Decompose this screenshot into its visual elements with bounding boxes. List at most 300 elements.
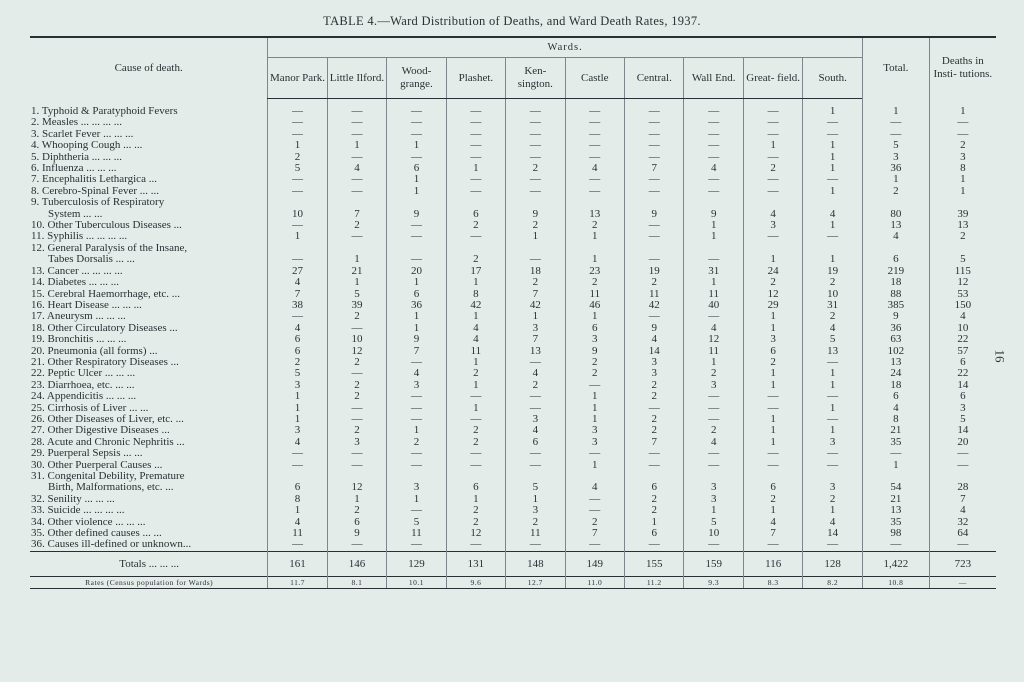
table-row — [30, 277, 996, 288]
value-cell: 1 — [387, 174, 446, 185]
cause-cell: 30. Other Puerperal Causes ... — [31, 459, 163, 471]
table-row — [30, 117, 996, 128]
value-cell: 9 — [625, 323, 684, 334]
value-cell: 2 — [625, 277, 684, 288]
value-cell: 4 — [803, 517, 863, 528]
value-cell: — — [862, 448, 929, 459]
value-cell: — — [803, 448, 863, 459]
cause-cell: 11. Syphilis ... ... ... ... — [31, 231, 128, 243]
value-cell: — — [506, 117, 565, 128]
table-row — [30, 254, 996, 265]
value-cell: — — [625, 254, 684, 265]
value-cell: 11 — [625, 289, 684, 300]
value-cell: 5 — [327, 289, 386, 300]
value-cell: 1 — [327, 494, 386, 505]
value-cell: — — [387, 403, 446, 414]
cause-cell: 36. Causes ill-defined or unknown... — [31, 539, 192, 551]
value-cell: — — [506, 254, 565, 265]
value-cell: 7 — [743, 528, 802, 539]
value-cell — [929, 197, 996, 208]
value-cell: 219 — [862, 266, 929, 277]
value-cell: 14 — [803, 528, 863, 539]
value-cell: — — [625, 174, 684, 185]
value-cell: 2 — [327, 425, 386, 436]
value-cell: 2 — [327, 380, 386, 391]
value-cell: 1 — [803, 140, 863, 151]
ward-header: Castle — [565, 58, 624, 99]
totals-cell: 723 — [929, 551, 996, 576]
value-cell: 9 — [565, 346, 624, 357]
value-cell: 1 — [268, 414, 327, 425]
rate-cell: 11.0 — [565, 576, 624, 588]
value-cell: 2 — [506, 380, 565, 391]
value-cell: 98 — [862, 528, 929, 539]
value-cell: — — [929, 129, 996, 140]
value-cell: — — [625, 140, 684, 151]
value-cell: 1 — [743, 505, 802, 516]
value-cell: 1 — [446, 403, 505, 414]
cause-cell: 10. Other Tuberculous Diseases ... — [31, 220, 182, 232]
value-cell: — — [268, 186, 327, 197]
value-cell: — — [803, 391, 863, 402]
rate-cell: — — [929, 576, 996, 588]
total-header: Total. — [862, 37, 929, 99]
value-cell: 12 — [446, 528, 505, 539]
value-cell: 1 — [268, 140, 327, 151]
value-cell: 1 — [684, 220, 743, 231]
value-cell: 1 — [803, 368, 863, 379]
value-cell: 1 — [387, 425, 446, 436]
value-cell: 2 — [803, 311, 863, 322]
value-cell — [684, 197, 743, 208]
value-cell — [446, 197, 505, 208]
value-cell — [803, 197, 863, 208]
value-cell: 2 — [625, 380, 684, 391]
value-cell: 7 — [625, 437, 684, 448]
value-cell: — — [684, 186, 743, 197]
ward-header: Great- field. — [743, 58, 802, 99]
value-cell: 2 — [625, 505, 684, 516]
value-cell: 4 — [506, 425, 565, 436]
table-row — [30, 471, 996, 482]
value-cell: — — [446, 231, 505, 242]
value-cell: 1 — [803, 403, 863, 414]
value-cell: 6 — [743, 482, 802, 493]
value-cell: 31 — [684, 266, 743, 277]
value-cell: 2 — [387, 437, 446, 448]
value-cell: 46 — [565, 300, 624, 311]
value-cell: — — [387, 539, 446, 551]
value-cell: 64 — [929, 528, 996, 539]
cause-cell: 15. Cerebral Haemorrhage, etc. ... — [31, 288, 181, 300]
value-cell: 21 — [862, 494, 929, 505]
value-cell: 1 — [446, 357, 505, 368]
ward-header: Wall End. — [684, 58, 743, 99]
value-cell: 2 — [625, 494, 684, 505]
value-cell: — — [268, 99, 327, 118]
value-cell: — — [625, 403, 684, 414]
value-cell: — — [684, 539, 743, 551]
value-cell: 2 — [565, 220, 624, 231]
value-cell: — — [565, 129, 624, 140]
value-cell: 13 — [929, 220, 996, 231]
value-cell: 63 — [862, 334, 929, 345]
value-cell: — — [446, 129, 505, 140]
value-cell: 3 — [684, 494, 743, 505]
value-cell: — — [565, 117, 624, 128]
value-cell: — — [625, 129, 684, 140]
value-cell: 4 — [268, 323, 327, 334]
cause-cell: 21. Other Respiratory Diseases ... — [31, 356, 179, 368]
value-cell: 2 — [446, 425, 505, 436]
value-cell: 10 — [929, 323, 996, 334]
value-cell: 2 — [506, 517, 565, 528]
table-row — [30, 414, 996, 425]
value-cell: — — [506, 448, 565, 459]
totals-cell: 131 — [446, 551, 505, 576]
value-cell: 1 — [565, 311, 624, 322]
value-cell — [862, 197, 929, 208]
value-cell: 1 — [743, 437, 802, 448]
value-cell: 1 — [268, 231, 327, 242]
value-cell: 1 — [743, 254, 802, 265]
value-cell: 1 — [387, 323, 446, 334]
cause-cell: 27. Other Digestive Diseases ... — [31, 425, 170, 437]
value-cell — [387, 197, 446, 208]
value-cell: 3 — [506, 505, 565, 516]
value-cell: 2 — [565, 277, 624, 288]
value-cell: — — [625, 311, 684, 322]
value-cell: 18 — [862, 277, 929, 288]
value-cell: — — [929, 460, 996, 471]
rates-row — [30, 576, 996, 588]
value-cell: — — [565, 152, 624, 163]
value-cell: 1 — [387, 186, 446, 197]
value-cell: — — [565, 99, 624, 118]
value-cell: 9 — [506, 209, 565, 220]
value-cell: 4 — [803, 323, 863, 334]
value-cell: — — [387, 117, 446, 128]
value-cell: — — [387, 505, 446, 516]
table-title: TABLE 4.—Ward Distribution of Deaths, and Ward Death Rates, 1937. — [323, 14, 701, 28]
value-cell: 20 — [929, 437, 996, 448]
value-cell: — — [743, 152, 802, 163]
value-cell: 12 — [684, 334, 743, 345]
value-cell: — — [743, 539, 802, 551]
value-cell: 3 — [506, 323, 565, 334]
cause-cell: 6. Influenza ... ... ... — [31, 163, 117, 175]
value-cell: 1 — [684, 277, 743, 288]
value-cell: 1 — [743, 380, 802, 391]
value-cell: — — [327, 117, 386, 128]
value-cell: 1 — [565, 403, 624, 414]
cause-cell: 2. Measles ... ... ... ... — [31, 117, 123, 129]
value-cell: 4 — [929, 311, 996, 322]
value-cell: — — [929, 117, 996, 128]
value-cell: — — [565, 494, 624, 505]
table-row — [30, 437, 996, 448]
value-cell: — — [387, 129, 446, 140]
value-cell: 4 — [743, 209, 802, 220]
value-cell: 4 — [625, 334, 684, 345]
table-row — [30, 174, 996, 185]
value-cell: 1 — [446, 380, 505, 391]
value-cell: — — [625, 99, 684, 118]
cause-cell: Tabes Dorsalis ... ... — [48, 254, 135, 266]
value-cell: 1 — [446, 494, 505, 505]
value-cell: 2 — [929, 140, 996, 151]
value-cell: 2 — [446, 505, 505, 516]
value-cell: — — [803, 117, 863, 128]
value-cell: 6 — [506, 437, 565, 448]
value-cell: 4 — [803, 209, 863, 220]
value-cell: — — [327, 231, 386, 242]
table-row — [30, 186, 996, 197]
table-row — [30, 482, 996, 493]
value-cell: 24 — [743, 266, 802, 277]
value-cell: — — [684, 117, 743, 128]
value-cell: 4 — [684, 437, 743, 448]
value-cell: 1 — [684, 505, 743, 516]
table-row — [30, 243, 996, 254]
value-cell: — — [684, 152, 743, 163]
value-cell: 1 — [929, 186, 996, 197]
value-cell: 4 — [862, 231, 929, 242]
value-cell: 31 — [803, 300, 863, 311]
value-cell: 4 — [565, 163, 624, 174]
value-cell: 6 — [446, 482, 505, 493]
value-cell: — — [684, 129, 743, 140]
value-cell: — — [327, 129, 386, 140]
value-cell: 4 — [684, 163, 743, 174]
value-cell: — — [625, 220, 684, 231]
table-row — [30, 334, 996, 345]
rate-cell: 11.7 — [268, 576, 327, 588]
value-cell: — — [803, 174, 863, 185]
value-cell: 1 — [803, 425, 863, 436]
value-cell: 24 — [862, 368, 929, 379]
value-cell: 12 — [327, 346, 386, 357]
value-cell: 1 — [803, 99, 863, 118]
cause-cell: 14. Diabetes ... ... ... — [31, 277, 119, 289]
value-cell: 1 — [862, 99, 929, 118]
value-cell: 1 — [268, 403, 327, 414]
value-cell — [268, 197, 327, 208]
value-cell: 8 — [268, 494, 327, 505]
value-cell: 11 — [446, 346, 505, 357]
value-cell: 3 — [268, 425, 327, 436]
value-cell: — — [506, 129, 565, 140]
value-cell: — — [565, 186, 624, 197]
table-row — [30, 129, 996, 140]
value-cell: 1 — [506, 311, 565, 322]
value-cell: 32 — [929, 517, 996, 528]
value-cell: 2 — [446, 254, 505, 265]
value-cell: 4 — [268, 277, 327, 288]
value-cell: — — [387, 414, 446, 425]
wards-header: Wards. — [268, 37, 863, 58]
value-cell: 12 — [929, 277, 996, 288]
totals-cell: 116 — [743, 551, 802, 576]
value-cell: 6 — [862, 254, 929, 265]
value-cell: — — [743, 99, 802, 118]
value-cell: 1 — [803, 220, 863, 231]
value-cell: 1 — [803, 505, 863, 516]
table-row — [30, 300, 996, 311]
value-cell: 115 — [929, 266, 996, 277]
value-cell: 36 — [387, 300, 446, 311]
value-cell: 1 — [506, 231, 565, 242]
value-cell: 3 — [565, 437, 624, 448]
value-cell: — — [268, 174, 327, 185]
value-cell: 2 — [684, 368, 743, 379]
value-cell: 12 — [743, 289, 802, 300]
value-cell: — — [387, 391, 446, 402]
table-row — [30, 391, 996, 402]
value-cell: 1 — [803, 163, 863, 174]
totals-cell: 146 — [327, 551, 386, 576]
table-row — [30, 368, 996, 379]
value-cell: 1 — [327, 254, 386, 265]
value-cell: — — [268, 539, 327, 551]
value-cell: 2 — [446, 220, 505, 231]
table-row — [30, 448, 996, 459]
value-cell: 1 — [387, 311, 446, 322]
rate-cell: 11.2 — [625, 576, 684, 588]
value-cell: — — [743, 186, 802, 197]
value-cell: 18 — [506, 266, 565, 277]
value-cell: 1 — [446, 163, 505, 174]
rate-cell: 9.6 — [446, 576, 505, 588]
cause-cell: 3. Scarlet Fever ... ... ... — [31, 128, 134, 140]
value-cell: 8 — [929, 163, 996, 174]
value-cell: — — [327, 539, 386, 551]
value-cell: — — [684, 140, 743, 151]
cause-cell: 20. Pneumonia (all forms) ... — [31, 345, 158, 357]
table-row — [30, 539, 996, 551]
value-cell: 38 — [268, 300, 327, 311]
value-cell: 1 — [743, 311, 802, 322]
value-cell: 6 — [862, 391, 929, 402]
page-number: 16 — [992, 349, 1008, 363]
value-cell: — — [929, 448, 996, 459]
value-cell: 9 — [387, 334, 446, 345]
value-cell: 11 — [387, 528, 446, 539]
value-cell: — — [327, 152, 386, 163]
value-cell: 88 — [862, 289, 929, 300]
value-cell: 3 — [929, 403, 996, 414]
value-cell: 6 — [387, 289, 446, 300]
value-cell: — — [327, 323, 386, 334]
value-cell: 13 — [862, 357, 929, 368]
totals-cell: 149 — [565, 551, 624, 576]
value-cell: — — [803, 460, 863, 471]
value-cell: 5 — [387, 517, 446, 528]
value-cell: 1 — [565, 414, 624, 425]
value-cell: 18 — [862, 380, 929, 391]
table-row — [30, 505, 996, 516]
value-cell: 39 — [929, 209, 996, 220]
table-row — [30, 197, 996, 208]
value-cell: 2 — [803, 494, 863, 505]
value-cell: 53 — [929, 289, 996, 300]
table-row — [30, 266, 996, 277]
value-cell: 6 — [625, 482, 684, 493]
cause-cell: 23. Diarrhoea, etc. ... ... — [31, 379, 135, 391]
value-cell: — — [743, 391, 802, 402]
value-cell: — — [327, 403, 386, 414]
cause-cell: 9. Tuberculosis of Respiratory — [31, 197, 165, 209]
value-cell: 6 — [929, 391, 996, 402]
value-cell: 6 — [327, 517, 386, 528]
value-cell: 7 — [268, 289, 327, 300]
value-cell: 22 — [929, 334, 996, 345]
cause-cell: 32. Senility ... ... ... — [31, 493, 115, 505]
value-cell: — — [862, 117, 929, 128]
value-cell: 8 — [446, 289, 505, 300]
value-cell: 1 — [565, 254, 624, 265]
cause-cell: 33. Suicide ... ... ... ... — [31, 505, 125, 517]
rate-cell: 12.7 — [506, 576, 565, 588]
value-cell: 10 — [268, 209, 327, 220]
value-cell: 3 — [684, 482, 743, 493]
value-cell: — — [625, 186, 684, 197]
value-cell: 4 — [862, 403, 929, 414]
table-row — [30, 152, 996, 163]
value-cell: — — [743, 460, 802, 471]
value-cell: 17 — [446, 266, 505, 277]
value-cell: — — [684, 403, 743, 414]
value-cell: — — [684, 460, 743, 471]
value-cell: 6 — [565, 323, 624, 334]
value-cell: 10 — [327, 334, 386, 345]
value-cell: — — [506, 152, 565, 163]
value-cell: 102 — [862, 346, 929, 357]
value-cell: — — [506, 99, 565, 118]
value-cell: 2 — [625, 425, 684, 436]
value-cell: — — [387, 231, 446, 242]
value-cell: — — [862, 129, 929, 140]
value-cell: — — [327, 99, 386, 118]
rate-cell: 10.1 — [387, 576, 446, 588]
ward-deaths-table — [30, 36, 996, 589]
value-cell: 2 — [743, 163, 802, 174]
value-cell: — — [387, 254, 446, 265]
value-cell: 1 — [565, 460, 624, 471]
value-cell: 10 — [803, 289, 863, 300]
value-cell: 9 — [327, 528, 386, 539]
value-cell: 2 — [446, 437, 505, 448]
value-cell: 1 — [862, 174, 929, 185]
value-cell: — — [387, 220, 446, 231]
value-cell: 2 — [268, 152, 327, 163]
rate-cell: 8.3 — [743, 576, 802, 588]
value-cell: 2 — [929, 231, 996, 242]
table-row — [30, 231, 996, 242]
value-cell: 7 — [506, 334, 565, 345]
value-cell: 3 — [327, 437, 386, 448]
rate-cell: 8.1 — [327, 576, 386, 588]
value-cell: 4 — [743, 517, 802, 528]
value-cell: — — [565, 380, 624, 391]
cause-cell: 17. Aneurysm ... ... ... — [31, 311, 126, 323]
value-cell: 3 — [803, 437, 863, 448]
value-cell: — — [803, 539, 863, 551]
value-cell: — — [684, 99, 743, 118]
value-cell: 1 — [506, 494, 565, 505]
ward-header: Ken- sington. — [506, 58, 565, 99]
cause-cell: 24. Appendicitis ... ... ... — [31, 391, 137, 403]
